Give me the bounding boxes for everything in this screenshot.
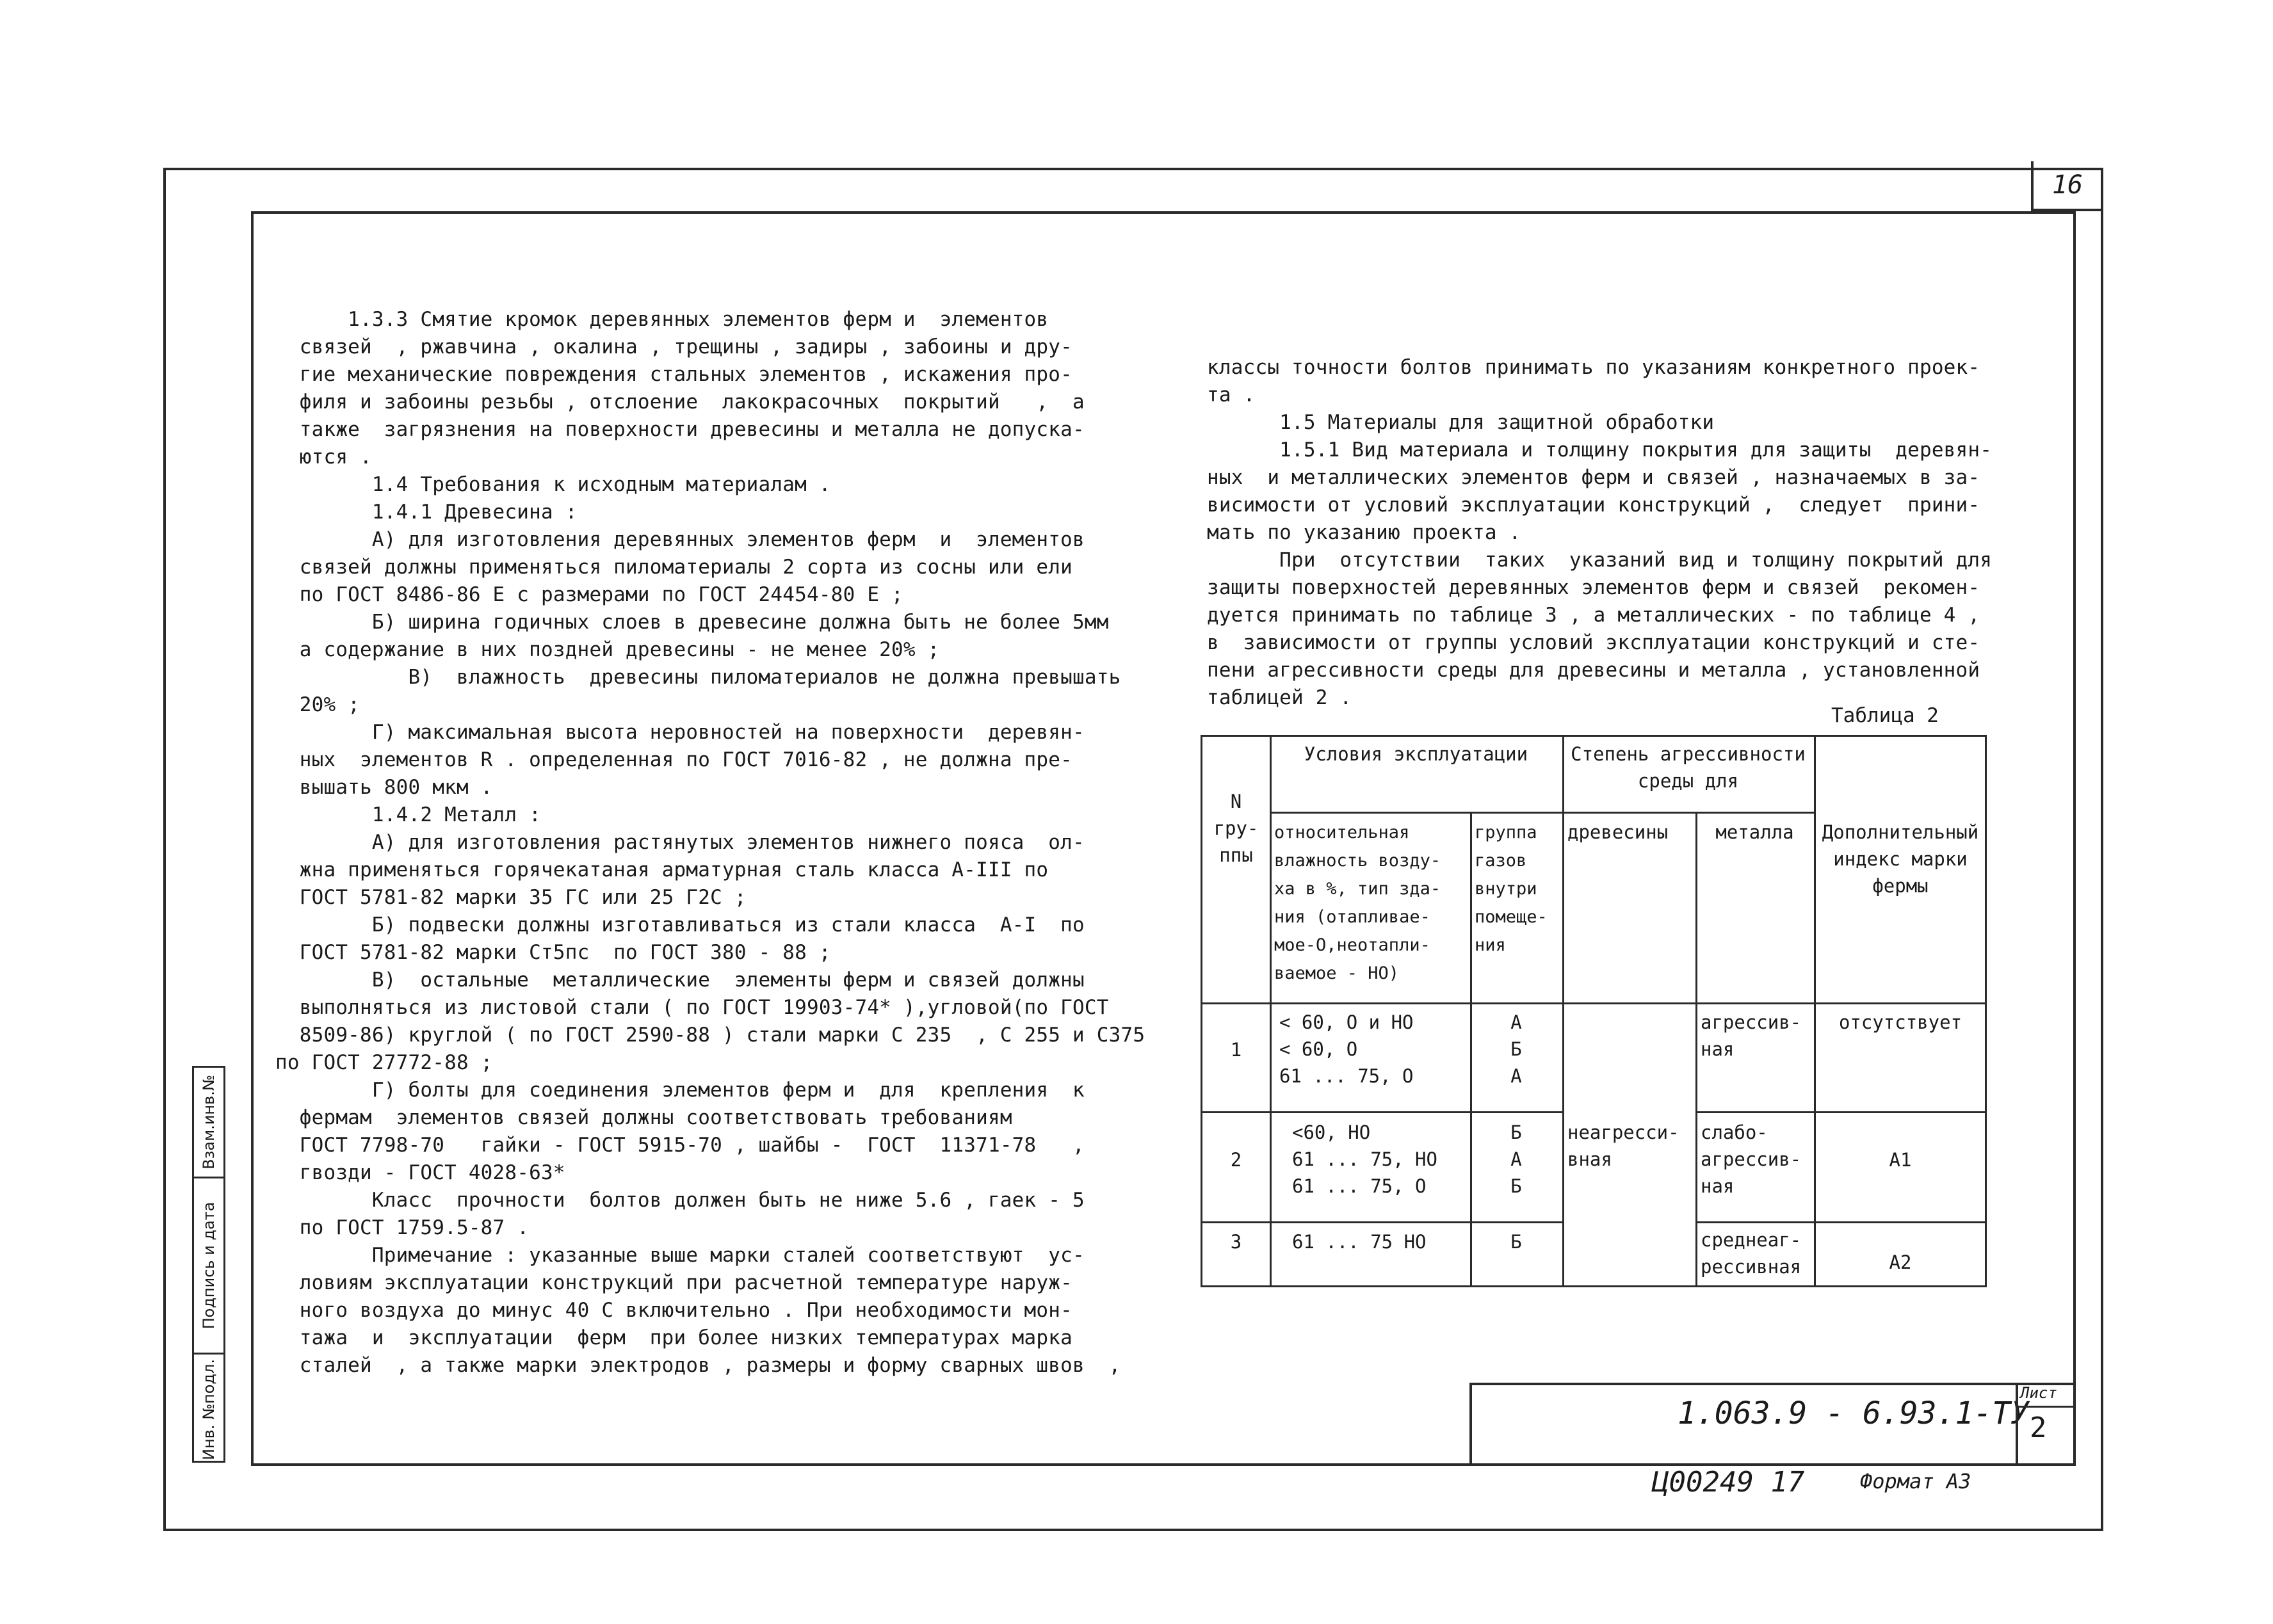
stamp-orig-label: Инв. №подл. bbox=[200, 1359, 218, 1460]
inventory-number: Ц00249 17 bbox=[1652, 1466, 1805, 1499]
text-line: Класс прочности болтов должен быть не ниже 5.6 , гаек - 5 bbox=[275, 1189, 1085, 1212]
text-line: 1.5.1 Вид материала и толщину покрытия для защиты деревян- bbox=[1207, 438, 1993, 462]
table-2 bbox=[1201, 735, 1987, 1287]
text-line: выполняться из листовой стали ( по ГОСТ 19903-74* ),угловой(по ГОСТ bbox=[275, 996, 1109, 1019]
row2-metal: слабо- агрессив- ная bbox=[1701, 1122, 1802, 1197]
text-line: та . bbox=[1207, 383, 1256, 406]
text-line: В) влажность древесины пиломатериалов не должна превышать bbox=[275, 666, 1121, 689]
text-line: Г) болты для соединения элементов ферм и для крепления к bbox=[275, 1079, 1085, 1102]
text-line: фермам элементов связей должны соответствовать требованиям bbox=[275, 1106, 1012, 1129]
text-line: филя и забоины резьбы , отслоение лакокрасочных покрытий , а bbox=[275, 390, 1085, 414]
text-line: В) остальные металлические элементы ферм и связей должны bbox=[275, 969, 1085, 992]
text-line: 1.3.3 Смятие кромок деревянных элементов ферм и элементов bbox=[275, 308, 1049, 331]
stamp-replace-label: Взам.инв.№ bbox=[200, 1075, 218, 1170]
header-aggressiveness: Степень агрессивности среды для bbox=[1571, 743, 1806, 792]
text-line: 20% ; bbox=[275, 693, 360, 716]
text-line: Г) максимальная высота неровностей на поверхности деревян- bbox=[275, 721, 1085, 744]
text-line: по ГОСТ 8486-86 Е с размерами по ГОСТ 24454-80 Е ; bbox=[275, 583, 903, 606]
sheet-number: 2 bbox=[2030, 1411, 2047, 1444]
text-line: 1.4 Требования к исходным материалам . bbox=[275, 473, 831, 496]
text-line: также загрязнения на поверхности древесины и металла не допуска- bbox=[275, 418, 1085, 441]
text-line: Б) ширина годичных слоев в древесине должна быть не более 5мм bbox=[275, 611, 1109, 634]
text-line: гвозди - ГОСТ 4028-63* bbox=[275, 1161, 565, 1184]
row2-gas: Б А Б bbox=[1510, 1122, 1522, 1197]
text-line: ГОСТ 5781-82 марки 35 ГС или 25 Г2С ; bbox=[275, 886, 747, 909]
side-stamp bbox=[192, 1066, 225, 1463]
text-line: жна применяться горячекатаная арматурная сталь класса А-III по bbox=[275, 858, 1049, 881]
text-line: связей , ржавчина , окалина , трещины , задиры , забоины и дру- bbox=[275, 335, 1072, 358]
text-line: гие механические повреждения стальных элементов , искажения про- bbox=[275, 363, 1072, 386]
text-line: мать по указанию проекта . bbox=[1207, 521, 1521, 544]
header-wood: древесины bbox=[1567, 821, 1669, 843]
row2-index: А1 bbox=[1889, 1149, 1912, 1171]
text-line: классы точности болтов принимать по указаниям конкретного проек- bbox=[1207, 356, 1980, 379]
text-line: ных и металлических элементов ферм и связей , назначаемых в за- bbox=[1207, 466, 1980, 489]
right-text-column bbox=[1207, 354, 1992, 712]
text-line: 1.4.2 Металл : bbox=[275, 803, 541, 826]
header-index: Дополнительный индекс марки фермы bbox=[1822, 821, 1979, 897]
header-gas-group: группа газов внутри помеще- ния bbox=[1475, 823, 1548, 955]
text-line: Б) подвески должны изготавливаться из стали класса А-I по bbox=[275, 913, 1085, 937]
table-caption: Таблица 2 bbox=[1831, 704, 1939, 727]
text-line: ловиям эксплуатации конструкций при расчетной температуре наруж- bbox=[275, 1271, 1072, 1294]
header-group-number: N гру- ппы bbox=[1213, 791, 1259, 866]
row1-metal: агрессив- ная bbox=[1701, 1011, 1802, 1060]
text-line: защиты поверхностей деревянных элементов ферм и связей рекомен- bbox=[1207, 576, 1980, 599]
text-line: по ГОСТ 27772-88 ; bbox=[275, 1051, 493, 1074]
row2-n: 2 bbox=[1230, 1149, 1242, 1171]
text-line: пени агрессивности среды для древесины и металла , установленной bbox=[1207, 659, 1980, 682]
header-humidity: относительная влажность возду- ха в %, тип зда- ния (отапливае- мое-О,неотапли- ваемое - НО) bbox=[1274, 823, 1441, 983]
text-line: А) для изготовления растянутых элементов нижнего пояса ол- bbox=[275, 831, 1085, 854]
row1-humidity: < 60, О и НО < 60, О 61 ... 75, О bbox=[1279, 1011, 1414, 1087]
sheet-label: Лист bbox=[2020, 1384, 2057, 1402]
row3-n: 3 bbox=[1230, 1231, 1242, 1253]
text-line: в зависимости от группы условий эксплуатации конструкций и сте- bbox=[1207, 631, 1980, 654]
text-line: ных элементов R . определенная по ГОСТ 7016-82 , не должна пре- bbox=[275, 748, 1072, 771]
text-line: вышать 800 мкм . bbox=[275, 776, 493, 799]
row3-index: А2 bbox=[1889, 1251, 1912, 1273]
header-conditions: Условия эксплуатации bbox=[1304, 743, 1528, 765]
stamp-sign-cell bbox=[194, 1177, 223, 1353]
row2-humidity: <60, НО 61 ... 75, НО 61 ... 75, О bbox=[1292, 1122, 1437, 1197]
sheet-box-divider bbox=[2016, 1406, 2076, 1408]
text-line: 8509-86) круглой ( по ГОСТ 2590-88 ) стали марки С 235 , С 255 и С375 bbox=[275, 1024, 1145, 1047]
header-metal: металла bbox=[1715, 821, 1794, 843]
text-line: При отсутствии таких указаний вид и толщину покрытий для bbox=[1207, 549, 1993, 572]
text-line: а содержание в них поздней древесины - не менее 20% ; bbox=[275, 638, 940, 661]
wood-merged: неагресси- вная bbox=[1567, 1122, 1679, 1170]
stamp-replace-cell bbox=[194, 1068, 223, 1177]
text-line: А) для изготовления деревянных элементов ферм и элементов bbox=[275, 528, 1085, 551]
text-line: тажа и эксплуатации ферм при более низких температурах марка bbox=[275, 1326, 1072, 1349]
row1-index: отсутствует bbox=[1838, 1011, 1962, 1033]
left-text-column bbox=[275, 306, 1145, 1379]
text-line: таблицей 2 . bbox=[1207, 686, 1352, 709]
stamp-orig-cell bbox=[194, 1353, 223, 1465]
row1-n: 1 bbox=[1230, 1039, 1242, 1061]
format-label: Формат А3 bbox=[1860, 1469, 1971, 1493]
text-line: по ГОСТ 1759.5-87 . bbox=[275, 1216, 530, 1239]
text-line: дуется принимать по таблице 3 , а металлических - по таблице 4 , bbox=[1207, 604, 1980, 627]
text-line: 1.4.1 Древесина : bbox=[275, 501, 578, 524]
row1-gas: А Б А bbox=[1510, 1011, 1522, 1087]
text-line: ного воздуха до минус 40 С включительно . При необходимости мон- bbox=[275, 1299, 1072, 1322]
text-line: ГОСТ 7798-70 гайки - ГОСТ 5915-70 , шайбы - ГОСТ 11371-78 , bbox=[275, 1134, 1085, 1157]
text-line: ГОСТ 5781-82 марки Ст5пс по ГОСТ 380 - 88 ; bbox=[275, 941, 831, 964]
page-number: 16 bbox=[2031, 161, 2101, 211]
text-line: 1.5 Материалы для защитной обработки bbox=[1207, 411, 1715, 434]
row3-metal: среднеаг- рессивная bbox=[1701, 1229, 1802, 1278]
text-line: Примечание : указанные выше марки сталей соответствуют ус- bbox=[275, 1244, 1085, 1267]
stamp-sign-label: Подпись и дата bbox=[200, 1202, 218, 1330]
row3-humidity: 61 ... 75 НО bbox=[1292, 1231, 1427, 1253]
text-line: сталей , а также марки электродов , размеры и форму сварных швов , bbox=[275, 1354, 1121, 1377]
row3-gas: Б bbox=[1510, 1231, 1522, 1253]
document-code: 1.063.9 - 6.93.1-ТУ bbox=[1678, 1395, 2030, 1431]
text-line: связей должны применяться пиломатериалы 2 сорта из сосны или ели bbox=[275, 556, 1072, 579]
text-line: ются . bbox=[275, 446, 372, 469]
text-line: висимости от условий эксплуатации конструкций , следует прини- bbox=[1207, 494, 1980, 517]
